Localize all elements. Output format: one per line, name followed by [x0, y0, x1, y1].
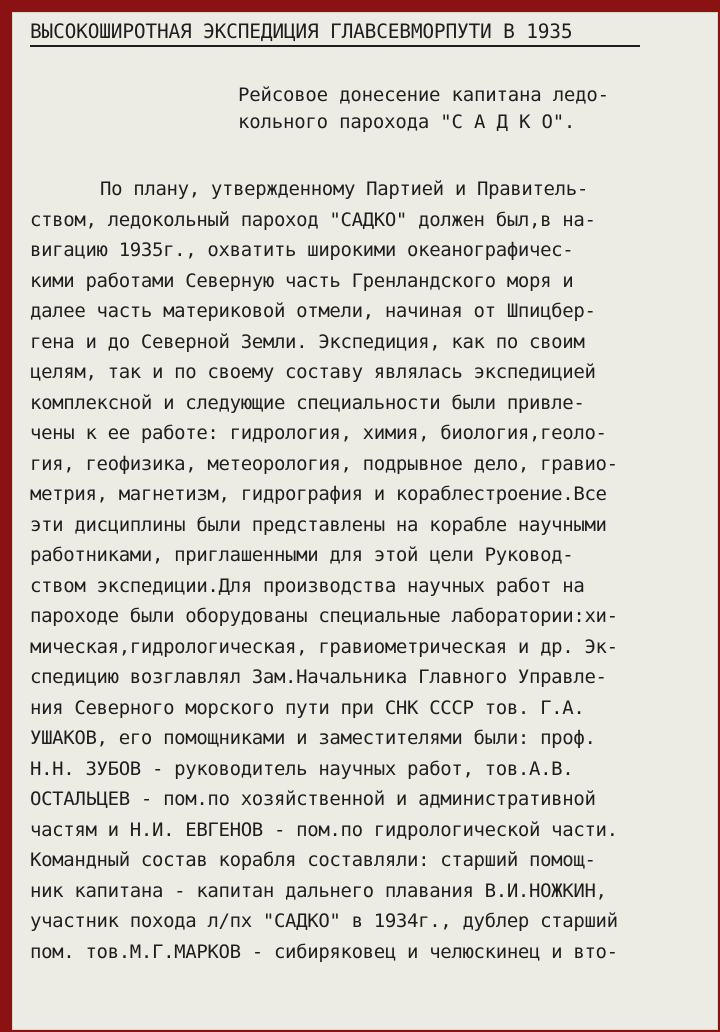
body-line: УШАКОВ, его помощниками и заместителями были: проф.: [30, 727, 596, 749]
body-line: работниками, приглашенными для этой цели Руковод-: [30, 544, 574, 566]
body-line: далее часть материковой отмели, начиная от Шпицбер-: [30, 300, 596, 322]
body-line: эти дисциплины были представлены на корабле научными: [30, 513, 607, 536]
report-body: [30, 174, 710, 967]
body-line: кими работами Северную часть Гренландского моря и: [30, 269, 574, 292]
typed-page: [12, 12, 718, 1030]
body-line: мическая,гидрологическая, гравиометрическая и др. Эк-: [30, 635, 618, 658]
body-line: участник похода л/пх "САДКО" в 1934г., дублер старший: [30, 910, 618, 932]
body-line: ния Северного морского пути при СНК СССР тов. Г.А.: [30, 696, 585, 719]
body-line: гена и до Северной Земли. Экспедиция, как по своим: [30, 330, 585, 353]
page-header: ВЫСОКОШИРОТНАЯ ЭКСПЕДИЦИЯ ГЛАВСЕВМОРПУТИ В 1935: [30, 20, 640, 47]
body-line: спедицию возглавлял Зам.Начальника Главного Управле-: [30, 666, 607, 688]
body-line: Н.Н. ЗУБОВ - руководитель научных работ, тов.А.В.: [30, 757, 574, 780]
body-line: ОСТАЛЬЦЕВ - пом.по хозяйственной и административной: [30, 788, 596, 810]
body-line: целям, так и по своему составу являлась экспедицией: [30, 361, 596, 383]
body-line: комплексной и следующие специальности были привле-: [30, 391, 585, 414]
body-line: ством, ледокольный пароход "САДКО" должен был,в на-: [30, 208, 596, 231]
body-line: пароходе были оборудованы специальные лаборатории:хи-: [30, 605, 618, 627]
body-line: Командный состав корабля составляли: старший помощ-: [30, 849, 596, 871]
body-line: вигацию 1935г., охватить широкими океанографичес-: [30, 239, 574, 261]
body-line: гия, геофизика, метеорология, подрывное дело, гравио-: [30, 452, 618, 475]
body-line: частям и Н.И. ЕВГЕНОВ - пом.по гидрологической части.: [30, 818, 618, 841]
body-line: ством экспедиции.Для производства научных работ на: [30, 574, 585, 597]
body-line: метрия, магнетизм, гидрография и кораблестроение.Все: [30, 483, 607, 505]
body-line: чены к ее работе: гидрология, химия, биология,геоло-: [30, 422, 607, 444]
body-line: По плану, утвержденному Партией и Правитель-: [100, 178, 588, 200]
report-subtitle: [238, 82, 609, 136]
subtitle-line: Рейсовое донесение капитана ледо-: [238, 84, 609, 106]
subtitle-line: кольного парохода "С А Д К О".: [238, 111, 576, 133]
body-line: ник капитана - капитан дальнего плавания В.И.НОЖКИН,: [30, 879, 607, 902]
body-line: пом. тов.М.Г.МАРКОВ - сибиряковец и челюскинец и вто-: [30, 940, 618, 963]
